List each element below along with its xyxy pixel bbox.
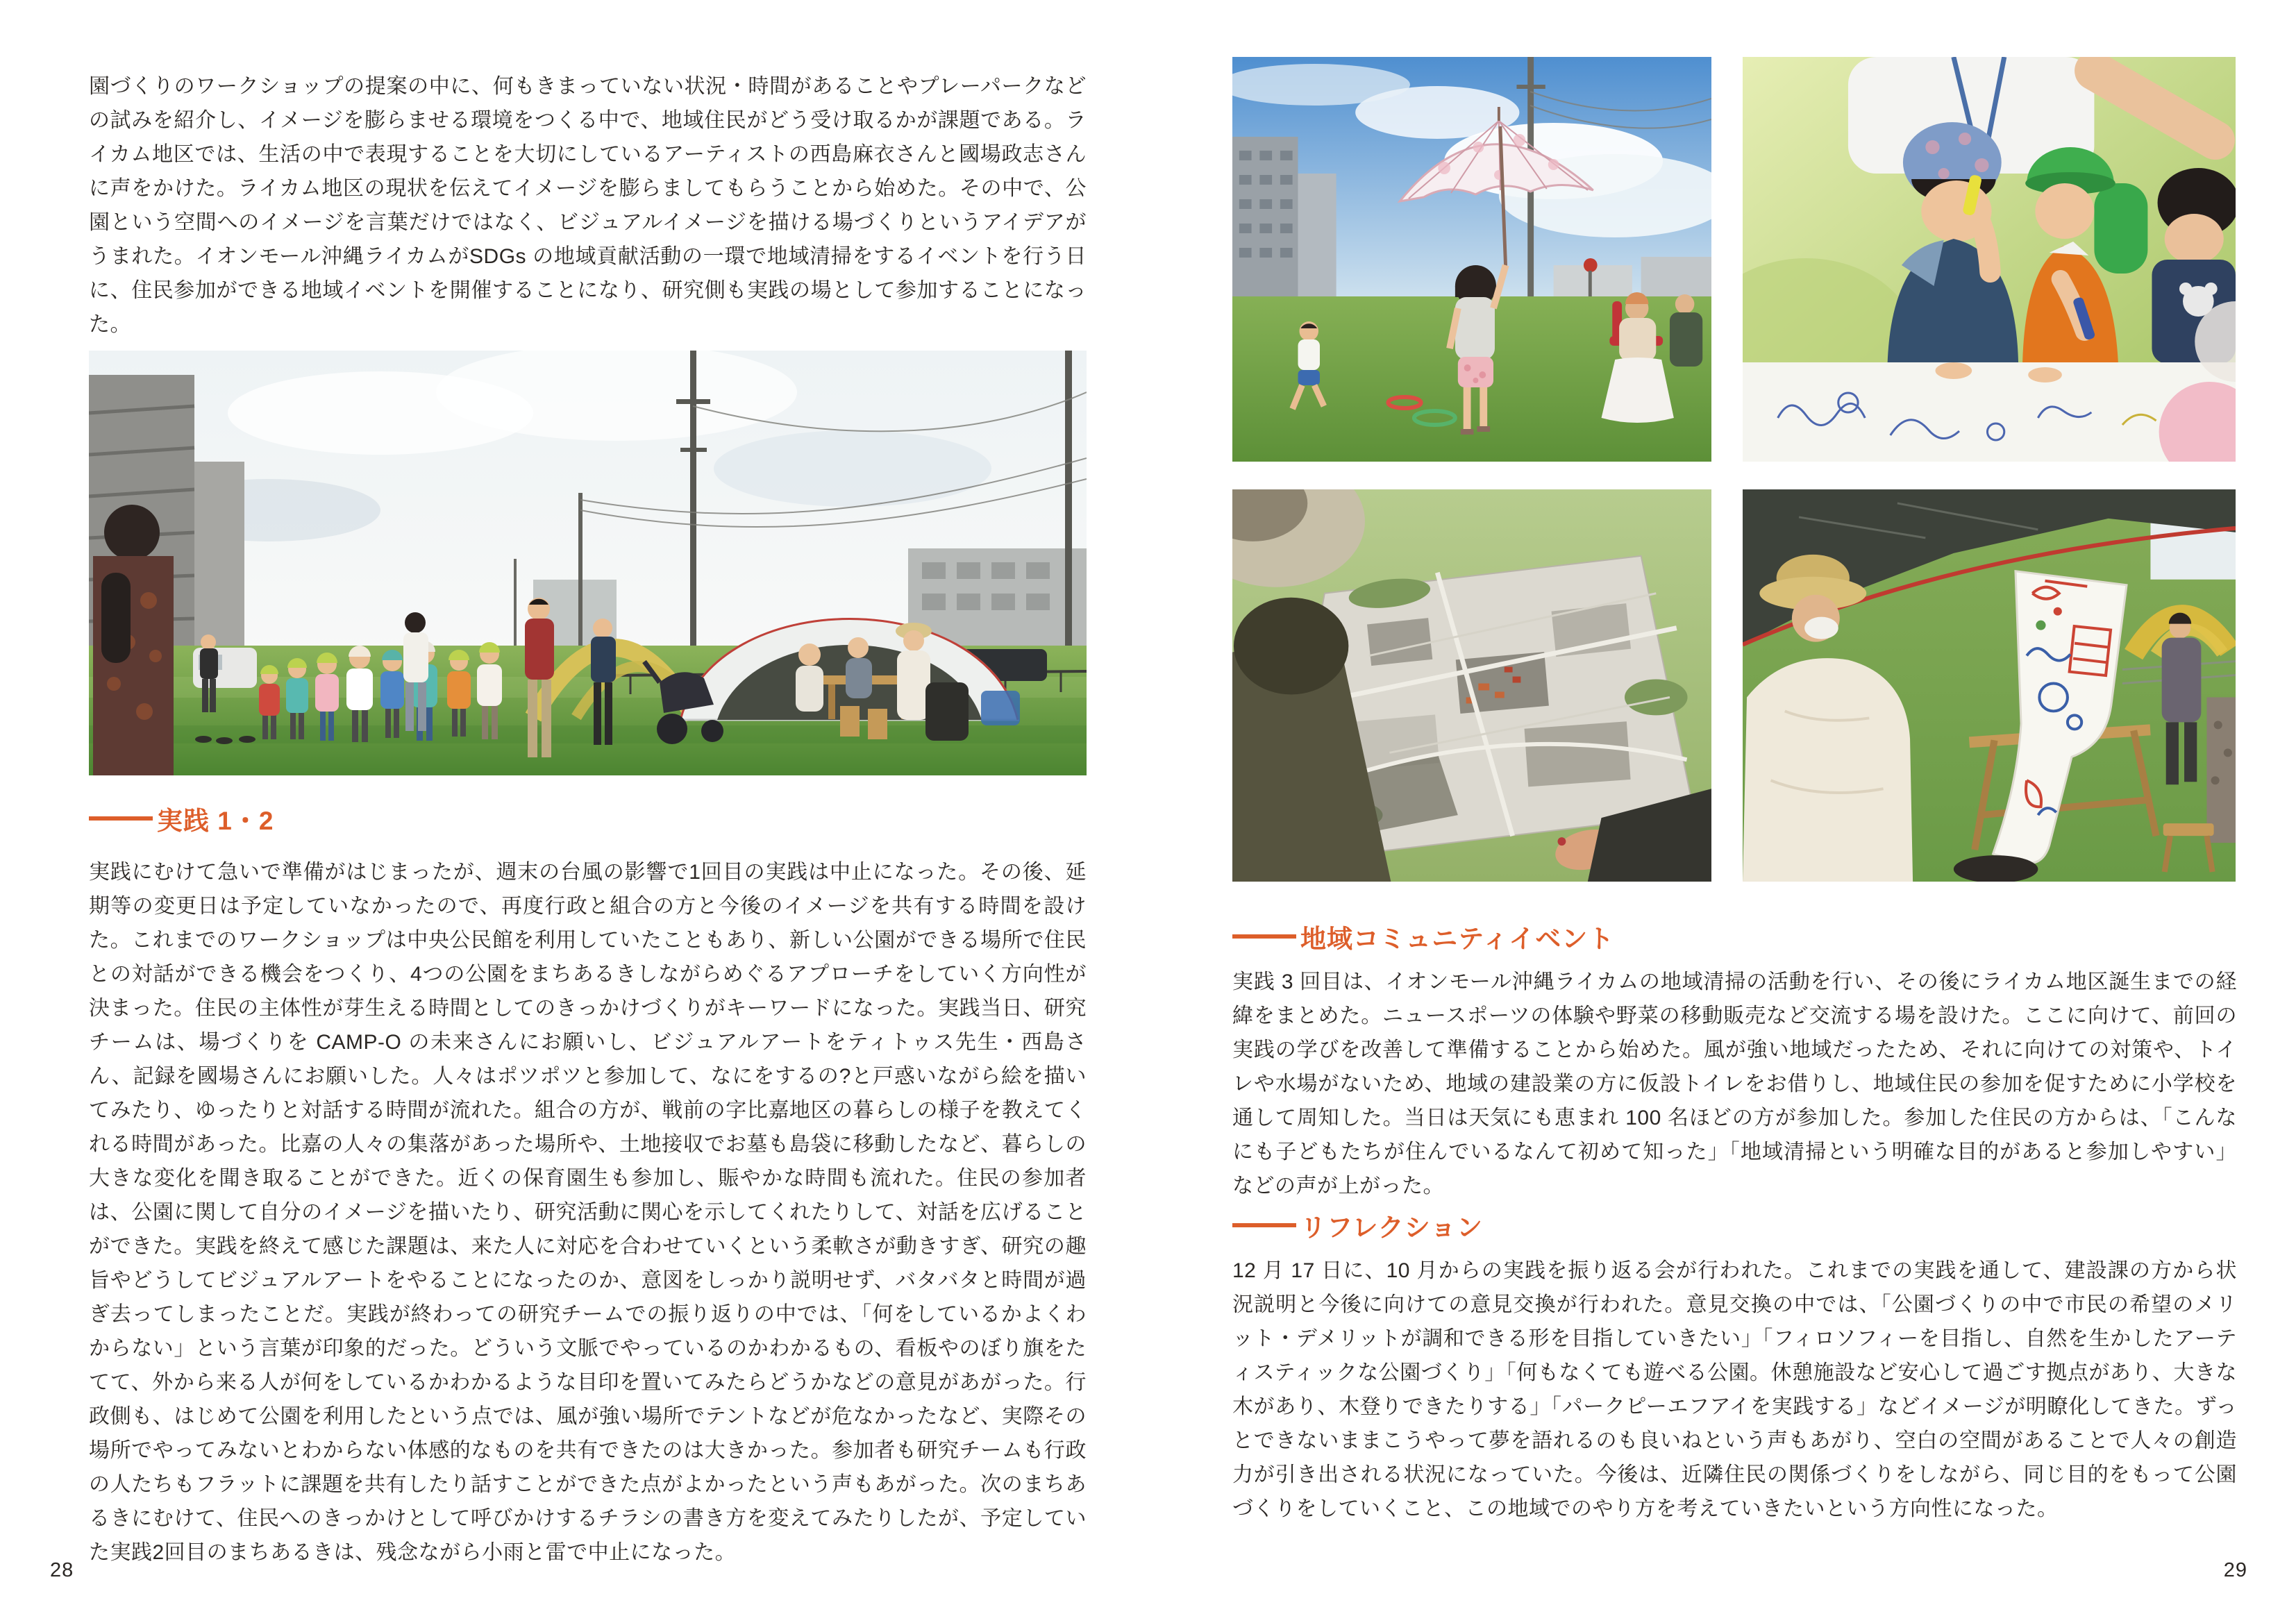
paper-roll-photo [1743, 489, 2236, 882]
reflection-paragraph: 12 月 17 日に、10 月からの実践を振り返る会が行われた。これまでの実践を通して、建設課の方から状況説明と今後に向けての意見交換が行われた。意見交換の中では、「公園づくりの中で市民の希望のメリット・デメリットが調和できる形を目指していきたい」「フィロソフィーを目指し、自然を生かしたアーティスティックな公園づくり」「何もなくても遊べる公園。休憩施設など安心して過ごす拠点があり、大きな木があり、木登りできたりする」「パークピーエフアイを実践する」などイメージが明瞭化してきた。ずっとできないままこうやって夢を語れるのも良いねという声もあがり、空白の空間があることで人々の創造力が引き出される状況になっていた。今後は、近隣住民の関係づくりをしながら、同じ目的をもって公園づくりをしていくこと、この地域でのやり方を考えていきたいという方向性になった。 [1232, 1259, 2237, 1520]
kids-drawing-photo [1743, 57, 2236, 462]
umbrella-girl-illustration [1232, 57, 1711, 462]
page-number-left: 28 [50, 1559, 74, 1581]
section-heading-practice [89, 800, 274, 837]
park-event-illustration [89, 351, 1087, 775]
aerial-map-illustration [1232, 489, 1711, 882]
section-heading-reflection-text: リフレクション [1300, 1213, 1484, 1242]
section-heading-event [1232, 918, 1614, 955]
aerial-map-photo [1232, 489, 1711, 882]
umbrella-girl-photo [1232, 57, 1711, 462]
kids-drawing-illustration [1743, 57, 2236, 462]
park-event-photo [89, 351, 1087, 775]
heading-rule-icon [89, 816, 153, 821]
heading-rule-icon [1232, 934, 1296, 939]
section-heading-reflection [1232, 1206, 1483, 1244]
paper-roll-illustration [1743, 489, 2236, 882]
event-paragraph: 実践 3 回目は、イオンモール沖縄ライカムの地域清掃の活動を行い、その後にライカム地区誕生までの経緯をまとめた。ニュースポーツの体験や野菜の移動販売など交流する場を設けた。ここに向けて、前回の実践の学びを改善して準備することから始めた。風が強い地域だったため、それに向けての対策や、トイレや水場がないため、地域の建設業の方に仮設トイレをお借りし、地域住民の参加を促すために小学校を通して周知した。当日は天気にも恵まれ 100 名ほどの方が参加した。参加した住民の方からは、「こんなにも子どもたちが住んでいるなんて初めて知った」「地域清掃という明確な目的があると参加しやすい」などの声が上がった。 [1232, 970, 2237, 1197]
page-number-right: 29 [2223, 1559, 2247, 1581]
intro-paragraph: 園づくりのワークショップの提案の中に、何もきまっていない状況・時間があることやプレーパークなどの試みを紹介し、イメージを膨らませる環境をつくる中で、地域住民がどう受け取るかが課題である。ライカム地区では、生活の中で表現することを大切にしているアーティストの西島麻衣さんと國場政志さんに声をかけた。ライカム地区の現状を伝えてイメージを膨らましてもらうことから始めた。その中で、公園という空間へのイメージを言葉だけではなく、ビジュアルイメージを描ける場づくりというアイデアがうまれた。イオンモール沖縄ライカムがSDGs の地域貢献活動の一環で地域清掃をするイベントを行う日に、住民参加ができる地域イベントを開催することになり、研究側も実践の場として参加することになった。 [89, 75, 1087, 336]
section-heading-event-text: 地域コミュニティイベント [1300, 925, 1615, 953]
practice-paragraph: 実践にむけて急いで準備がはじまったが、週末の台風の影響で1回目の実践は中止になった。その後、延期等の変更日は予定していなかったので、再度行政と組合の方と今後のイメージを共有する時間を設けた。これまでのワークショップは中央公民館を利用していたこともあり、新しい公園ができる場所で住民との対話ができる機会をつくり、4つの公園をまちあるきしながらめぐるアプローチをしていく方向性が決まった。住民の主体性が芽生える時間としてのきっかけづくりがキーワードになった。実践当日、研究チームは、場づくりを CAMP-O の未来さんにお願いし、ビジュアルアートをティトゥス先生・西島さん、記録を國場さんにお願いした。人々はポツポツと参加して、なにをするの?と戸惑いながら絵を描いてみたり、ゆったりと対話する時間が流れた。組合の方が、戦前の字比嘉地区の暮らしの様子を教えてくれる時間があった。比嘉の人々の集落があった場所や、土地接収でお墓も島袋に移動したなど、暮らしの大きな変化を聞き取ることができた。近くの保育園生も参加し、賑やかな時間も流れた。住民の参加者は、公園に関して自分のイメージを描いたり、研究活動に関心を示してくれたりして、対話を広げることができた。実践を終えて感じた課題は、来た人に対応を合わせていくという柔軟さが動きすぎ、研究の趣旨やどうしてビジュアルアートをやることになったのか、意図をしっかり説明せず、バタバタと時間が過ぎ去ってしまったことだ。実践が終わっての研究チームでの振り返りの中では、「何をしているかよくわからない」という言葉が印象的だった。どういう文脈でやっているのかわかるもの、看板やのぼり旗をたてて、外から来る人が何をしているかわかるような目印を置いてみたらどうかなどの意見があがった。行政側も、はじめて公園を利用したという点では、風が強い場所でテントなどが危なかったなど、実際その場所でやってみないとわからない体感的なものを共有できたのは大きかった。参加者も研究チームも行政の人たちもフラットに課題を共有したり話すことができた点がよかったという声もあがった。次のまちあるきにむけて、住民へのきっかけとして呼びかけするチラシの書き方を変えてみたりしたが、予定していた実践2回目のまちあるきは、残念ながら小雨と雷で中止になった。 [89, 861, 1087, 1564]
section-heading-practice-text: 実践 1・2 [157, 807, 274, 835]
heading-rule-icon [1232, 1223, 1296, 1227]
